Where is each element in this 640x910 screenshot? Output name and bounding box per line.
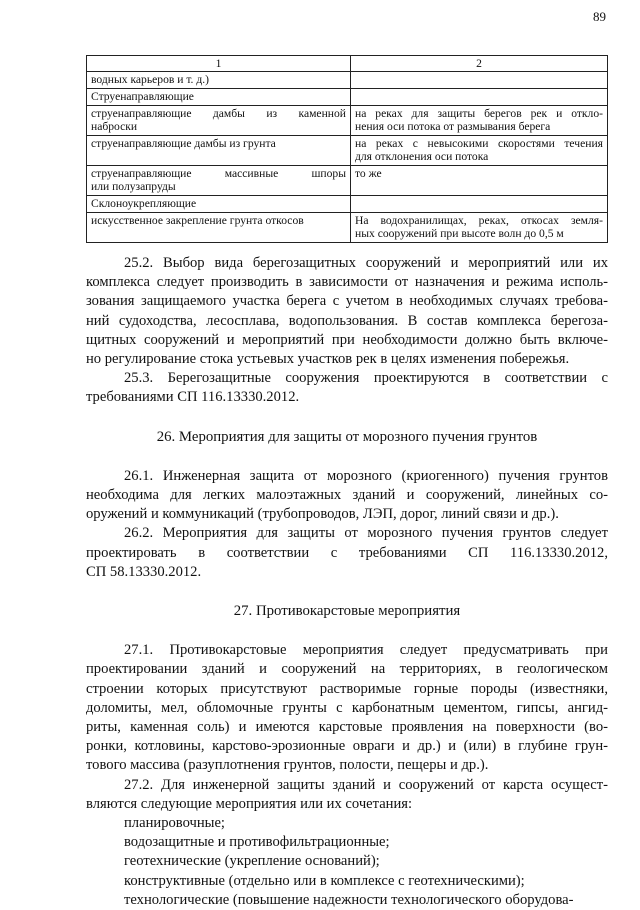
cell-line: искусственное закрепление грунта откосов (91, 214, 304, 227)
paragraph-27-1-line: 27.1. Противокарстовые мероприятия следует предусматривать при (124, 642, 608, 659)
table-header-row (87, 56, 608, 72)
table-row (87, 196, 608, 213)
cell-line: для отклонения оси потока (355, 150, 489, 163)
paragraph-27-1-line: риты, каменная соль) и имеются карстовые проявления на поверхности (во- (86, 719, 608, 736)
cell-line: наброски (91, 120, 138, 133)
paragraph-27-2-line: вляются следующие мероприятия или их сочетания: (86, 795, 413, 812)
table-cell (351, 196, 608, 213)
paragraph-27-1-line: доломиты, мел, обломочные грунты с карбонатным цементом, гипсы, ангид- (86, 699, 608, 716)
table-cell (87, 213, 351, 243)
cell-line: струенаправляющие дамбы из каменной (91, 107, 346, 120)
paragraph-26-1-line: 26.1. Инженерная защита от морозного (криогенного) пучения грунтов (124, 467, 608, 484)
paragraph-25-2-line: но регулирование стока устьевых участков рек в целях изменения побережья. (86, 351, 570, 368)
cell-line: то же (355, 167, 382, 180)
document-body (86, 254, 608, 910)
cell-line: на реках для защиты берегов рек и откло- (355, 107, 603, 120)
list-item: водозащитные и противофильтрационные; (124, 834, 390, 851)
paragraph-25-2-line: комплекса следует производить в зависимости от назначения и режима исполь- (86, 274, 608, 291)
paragraph-25-2-line: щитных сооружений и мероприятий при необходимости должно быть включе- (86, 331, 608, 348)
paragraph-27-1-line: проектировании зданий и сооружений на территориях, в геологическом (86, 661, 608, 678)
table-row (87, 106, 608, 136)
table-row (87, 136, 608, 166)
paragraph-26-1-line: необходима для легких малоэтажных зданий и сооружений, линейных со- (86, 487, 608, 504)
paragraph-27-1-line: тового массива (разуплотнения грунтов, полости, пещеры и др.). (86, 757, 489, 774)
cell-line: На водохранилищах, реках, откосах земля- (355, 214, 603, 227)
paragraph-27-1-line: ронки, котловины, карстово-эрозионные овраги и др.) и (или) в глубине грун- (86, 738, 608, 755)
paragraph-25-3-line: 25.3. Берегозащитные сооружения проектируются в соответствии с (124, 370, 608, 387)
table-cell (351, 166, 608, 196)
cell-line: ных сооружений при высоте волн до 0,5 м (355, 227, 564, 240)
table-row (87, 213, 608, 243)
table-header-cell: 2 (351, 56, 608, 72)
table-row (87, 72, 608, 89)
table-row (87, 89, 608, 106)
table-cell (351, 213, 608, 243)
paragraph-26-2-line: 26.2. Мероприятия для защиты от морозного пучения грунтов следует (124, 525, 608, 542)
table-cell (351, 106, 608, 136)
table-row (87, 166, 608, 196)
protection-measures-table (86, 55, 608, 243)
section-heading-27: 27. Противокарстовые мероприятия (233, 603, 461, 620)
paragraph-26-2-line: проектировать в соответствии с требованиями СП 116.13330.2012, (86, 544, 608, 561)
table-cell (351, 89, 608, 106)
table-cell: водных карьеров и т. д.) (87, 72, 351, 89)
paragraph-25-3-line: требованиями СП 116.13330.2012. (86, 389, 300, 406)
table-section-cell: Склоноукрепляющие (87, 196, 351, 213)
cell-line: струенаправляющие массивные шпоры (91, 167, 346, 180)
section-heading-26: 26. Мероприятия для защиты от морозного пучения грунтов (156, 428, 538, 445)
cell-line: или полузапруды (91, 180, 176, 193)
cell-line: струенаправляющие дамбы из грунта (91, 137, 276, 150)
list-item: геотехнические (укрепление оснований); (124, 853, 380, 870)
paragraph-27-1-line: строении которых присутствуют растворимые горные породы (известняки, (86, 680, 608, 697)
page-number: 89 (593, 9, 606, 24)
paragraph-25-2-line: ний судоходства, лесосплава, водопользования. В состав комплекса берегоза- (86, 312, 608, 329)
paragraph-26-1-line: оружений и коммуникаций (трубопроводов, ЛЭП, дорог, линий связи и др.). (86, 506, 559, 523)
table-section-cell: Струенаправляющие (87, 89, 351, 106)
list-item: технологические (повышение надежности технологического оборудова- (124, 891, 574, 908)
paragraph-27-2-line: 27.2. Для инженерной защиты зданий и сооружений от карста осущест- (124, 776, 608, 793)
table-cell (87, 136, 351, 166)
paragraph-25-2-line: зования защищаемого участка берега с учетом в необходимых случаях требова- (86, 293, 608, 310)
paragraph-26-2-line: СП 58.13330.2012. (86, 563, 202, 580)
cell-line: нения оси потока от размывания берега (355, 120, 551, 133)
table-header-cell: 1 (87, 56, 351, 72)
list-item: планировочные; (124, 815, 225, 832)
table-cell (87, 106, 351, 136)
table-cell (87, 166, 351, 196)
list-item: конструктивные (отдельно или в комплексе с геотехническими); (124, 872, 525, 889)
table-cell (351, 72, 608, 89)
paragraph-25-2-line: 25.2. Выбор вида берегозащитных сооружений и мероприятий или их (124, 255, 608, 271)
table-cell (351, 136, 608, 166)
cell-line: на реках с невысокими скоростями течения (355, 137, 603, 150)
